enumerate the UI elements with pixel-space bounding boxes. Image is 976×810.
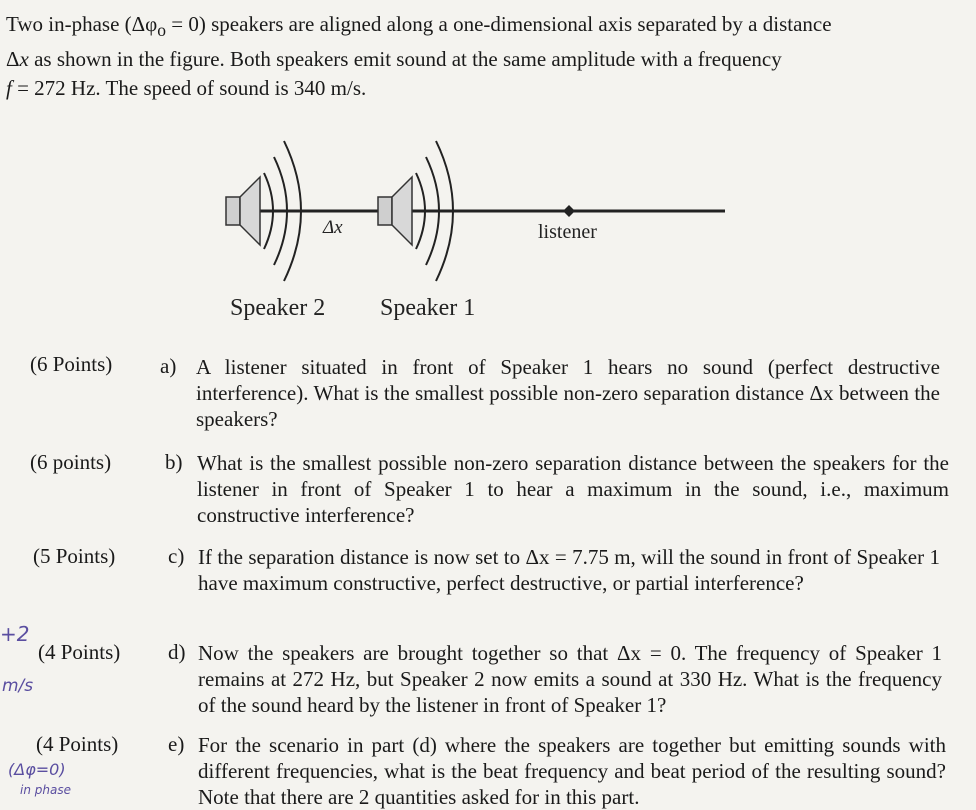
problem-intro [6,10,956,103]
intro-line-3: f = 272 Hz. The speed of sound is 340 m/s. [6,76,367,101]
handwritten-note: +2 [0,622,30,646]
points-label: (4 Points) [38,640,121,664]
intro-line-1: Two in-phase $(\Delta\varphi_o = 0)$ speakers are aligned along a one-dimensional axis separated by a distance [6,12,832,41]
question-letter: b) [165,450,183,474]
points-label: (6 Points) [30,352,113,376]
points-label: (6 points) [30,450,112,474]
speaker-2-label: Speaker 2 [230,295,326,321]
question-text: For the scenario in part (d) where the speakers are together but emitting sounds with different frequencies, what is the beat frequency and beat period of the resulting sound? Note that there are 2 quantities asked for in this part. [198,733,946,809]
speaker-1-label: Speaker 1 [380,295,476,321]
intro-line-2: Δx as shown in the figure. Both speakers emit sound at the same amplitude with a frequency [6,47,782,72]
listener-label: listener [538,221,597,243]
dx-label: Δx [323,217,343,238]
handwritten-note: in phase [20,783,71,797]
handwritten-note: (Δφ=0) [8,760,66,779]
handwritten-note: m/s [2,676,34,696]
listener-marker [563,205,575,217]
question-letter: e) [168,732,185,756]
question-text: A listener situated in front of Speaker 1 hears no sound (perfect destructive interference). What is the smallest possible non-zero separation distance Δx between the speakers? [196,355,940,431]
question-letter: c) [168,544,185,568]
points-label: (5 Points) [33,544,116,568]
question-letter: a) [160,354,177,378]
question-text: What is the smallest possible non-zero separation distance between the speakers for the listener in front of Speaker 1 to hear a maximum in the sound, i.e., maximum constructive interference? [197,451,949,527]
question-text: Now the speakers are brought together so that Δx = 0. The frequency of Speaker 1 remains at 272 Hz, but Speaker 2 now emits a sound at 330 Hz. What is the frequency of the sound heard by the listener in front of Speaker 1? [198,641,942,717]
question-letter: d) [168,640,186,664]
question-text: If the separation distance is now set to Δx = 7.75 m, will the sound in front of Speaker 1 have maximum constructive, perfect destructive, or partial interference? [198,545,940,595]
points-label: (4 Points) [36,732,119,756]
speaker-diagram [220,125,740,330]
